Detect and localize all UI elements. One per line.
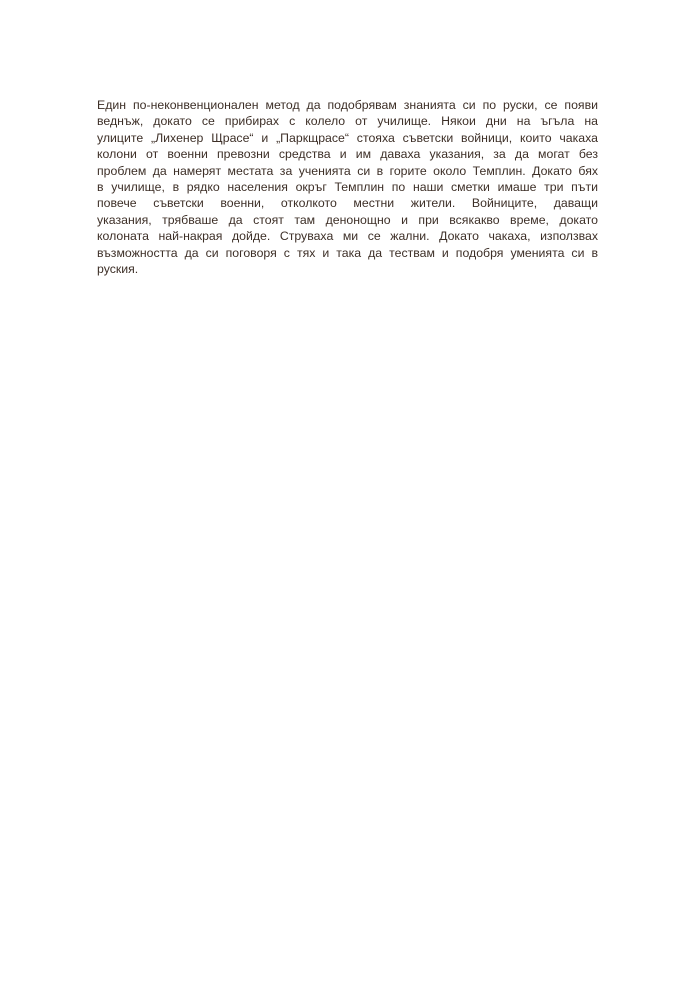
text-line: улиците „Лихенер Щрасе“ и „Паркщрасе“ стояха съветски войници, които чакаха: [97, 130, 598, 145]
text-line: колоната най-накрая дойде. Струваха ми се жални. Докато чакаха, използвах: [97, 229, 598, 244]
text-line: указания, трябваше да стоят там денонощно и при всякакво време, докато: [97, 212, 598, 227]
text-line: Един по-неконвенционален метод да подобрявам знанията си по руски, се появи: [97, 98, 598, 112]
text-line: проблем да намерят местата за ученията си в горите около Темплин. Докато бях: [97, 163, 598, 178]
text-line: повече съветски военни, отколкото местни жители. Войниците, даващи: [97, 196, 598, 211]
text-line: колони от военни превозни средства и им даваха указания, за да могат без: [97, 147, 598, 162]
text-line: веднъж, докато се прибирах с колело от училище. Някои дни на ъгъла на: [97, 114, 598, 129]
text-line: в училище, в рядко населения окръг Темплин по наши сметки имаше три пъти: [97, 180, 598, 195]
text-line: руския.: [97, 262, 139, 277]
text-line: възможността да си поговоря с тях и така да тествам и подобря уменията си в: [97, 245, 598, 260]
body-paragraph: [97, 97, 598, 277]
